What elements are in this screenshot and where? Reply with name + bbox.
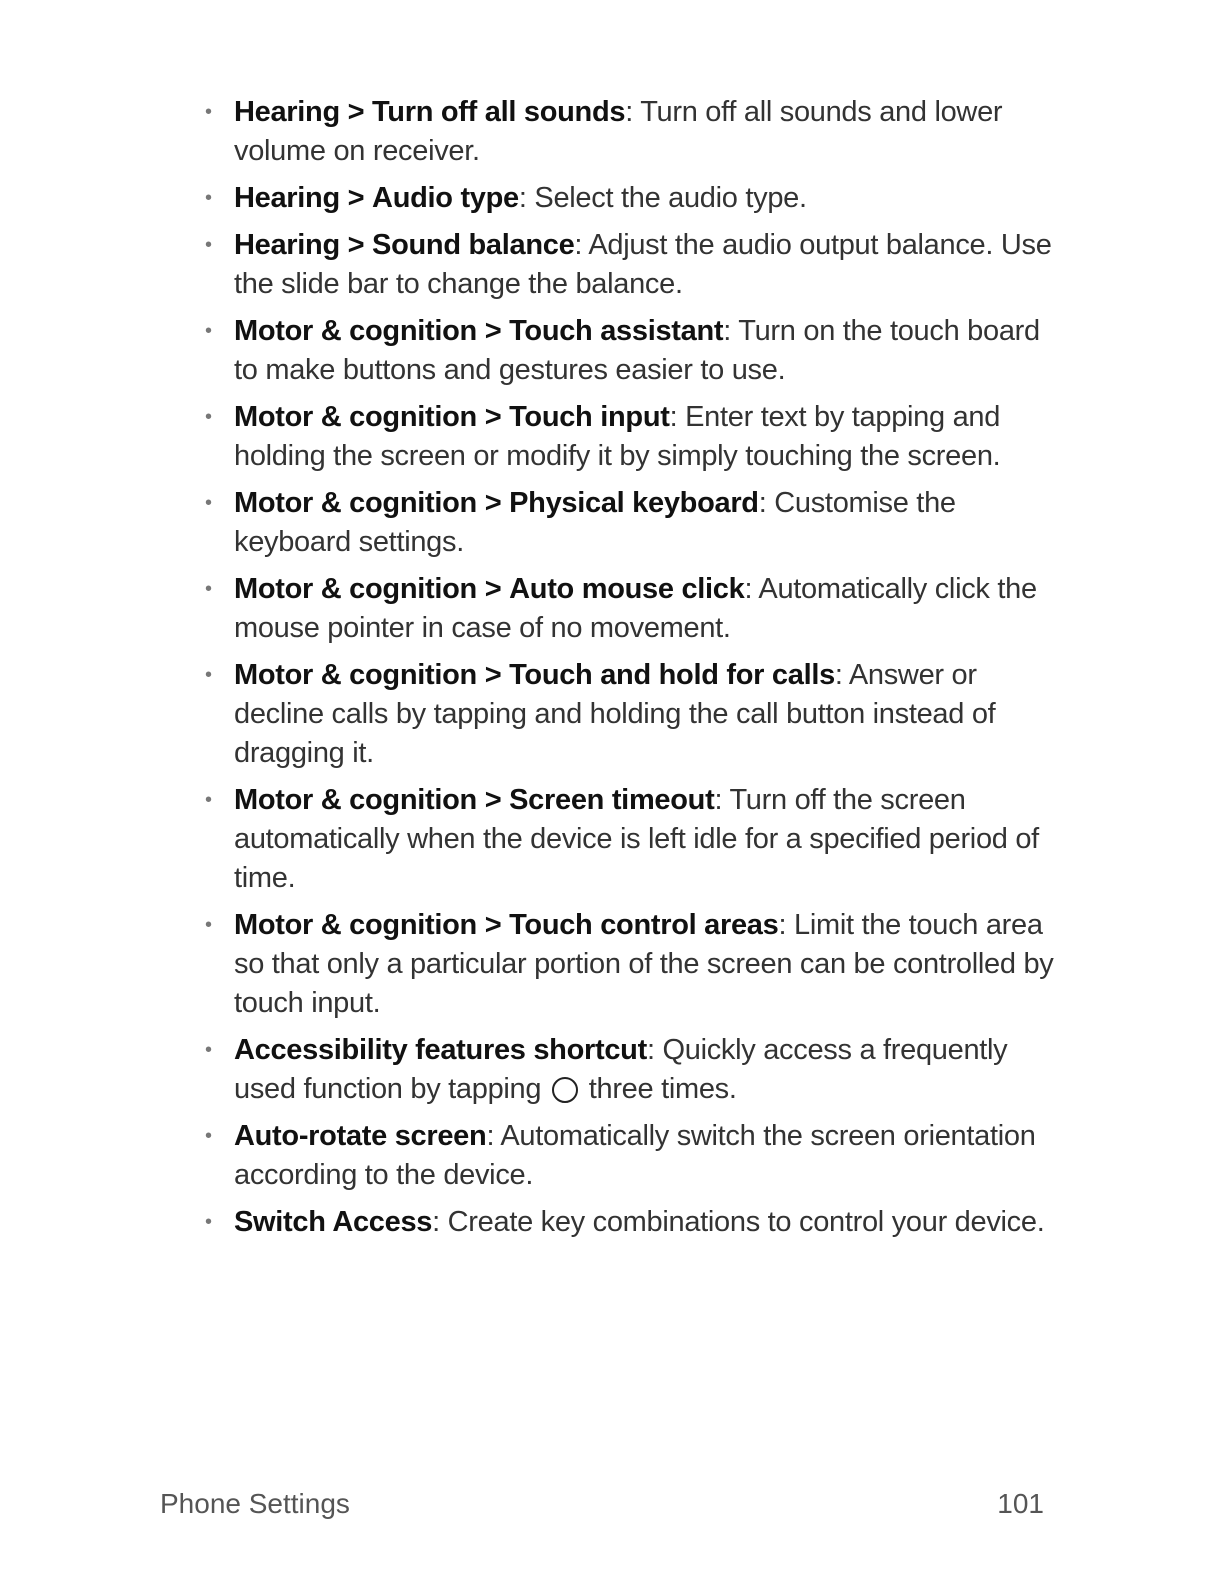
item-description: Limit the touch area so that only a particular portion of the screen can be controlled by touch input.: [234, 909, 1054, 1019]
menu-path-sub: Touch and hold for calls: [509, 659, 835, 691]
bullet-icon: •: [205, 406, 212, 428]
bullet-icon: •: [205, 101, 212, 123]
list-item-turn-off-all-sounds: [205, 93, 1065, 171]
path-arrow: >: [484, 401, 502, 433]
list-item-touch-input: [205, 398, 1065, 476]
menu-path-sub: Auto mouse click: [509, 573, 745, 605]
path-arrow: >: [347, 229, 365, 261]
path-arrow: >: [484, 315, 502, 347]
bullet-icon: •: [205, 492, 212, 514]
menu-path-term: Hearing: [234, 96, 340, 128]
menu-path-sub: Screen timeout: [509, 784, 715, 816]
menu-path-term: Motor & cognition: [234, 487, 477, 519]
item-description: Automatically click the mouse pointer in case of no movement.: [234, 573, 1037, 644]
bullet-icon: •: [205, 914, 212, 936]
bullet-icon: •: [205, 1125, 212, 1147]
menu-path-term: Switch Access: [234, 1206, 433, 1238]
item-description: Select the audio type.: [534, 182, 807, 214]
menu-path-sub: Touch input: [509, 401, 670, 433]
path-arrow: >: [484, 909, 502, 941]
colon: :: [714, 784, 723, 816]
item-description: Turn off the screen automatically when the device is left idle for a specified period of time.: [234, 784, 1039, 894]
bullet-icon: •: [205, 320, 212, 342]
bullet-icon: •: [205, 1039, 212, 1061]
colon: :: [669, 401, 678, 433]
colon: :: [625, 96, 633, 128]
colon: :: [646, 1034, 655, 1066]
menu-path-sub: Audio type: [372, 182, 519, 214]
page-number: 101: [997, 1488, 1044, 1519]
menu-path-term: Motor & cognition: [234, 659, 477, 691]
colon: :: [834, 659, 843, 691]
item-description: Turn on the touch board to make buttons and gestures easier to use.: [234, 315, 1040, 386]
list-item-auto-rotate-screen: [205, 1117, 1065, 1195]
list-item-screen-timeout: [205, 781, 1065, 898]
footer-section-title: Phone Settings: [160, 1488, 350, 1519]
colon: :: [778, 909, 787, 941]
list-item-sound-balance: [205, 226, 1065, 304]
path-arrow: >: [484, 659, 502, 691]
home-button-icon: [552, 1077, 578, 1103]
menu-path-sub: Physical keyboard: [509, 487, 759, 519]
menu-path-term: Hearing: [234, 182, 340, 214]
item-description: Answer or decline calls by tapping and holding the call button instead of dragging it.: [234, 659, 996, 769]
list-item-touch-assistant: [205, 312, 1065, 390]
colon: :: [432, 1206, 440, 1238]
item-description: Adjust the audio output balance. Use the slide bar to change the balance.: [234, 229, 1052, 300]
colon: :: [574, 229, 583, 261]
menu-path-sub: Turn off all sounds: [372, 96, 626, 128]
menu-path-sub: Sound balance: [372, 229, 575, 261]
path-arrow: >: [484, 573, 502, 605]
item-description: Create key combinations to control your device.: [447, 1206, 1045, 1238]
menu-path-term: Auto-rotate screen: [234, 1120, 487, 1152]
menu-path-term: Motor & cognition: [234, 909, 477, 941]
list-item-touch-and-hold-for-calls: [205, 656, 1065, 773]
page-content: [205, 93, 1065, 1250]
menu-path-sub: Touch assistant: [509, 315, 724, 347]
colon: :: [486, 1120, 495, 1152]
bullet-icon: •: [205, 1211, 212, 1233]
list-item-physical-keyboard: [205, 484, 1065, 562]
bullet-icon: •: [205, 664, 212, 686]
menu-path-sub: Touch control areas: [509, 909, 779, 941]
menu-path-term: Motor & cognition: [234, 573, 477, 605]
list-item-switch-access: [205, 1203, 1065, 1242]
path-arrow: >: [347, 96, 365, 128]
path-arrow: >: [347, 182, 365, 214]
menu-path-term: Motor & cognition: [234, 315, 477, 347]
path-arrow: >: [484, 784, 502, 816]
bullet-icon: •: [205, 187, 212, 209]
list-item-touch-control-areas: [205, 906, 1065, 1023]
colon: :: [758, 487, 767, 519]
item-description: Customise the keyboard settings.: [234, 487, 956, 558]
item-description: Automatically switch the screen orientation according to the device.: [234, 1120, 1036, 1191]
item-description: Turn off all sounds and lower volume on receiver.: [234, 96, 1003, 167]
colon: :: [518, 182, 527, 214]
menu-path-term: Motor & cognition: [234, 401, 477, 433]
colon: :: [744, 573, 753, 605]
list-item-audio-type: [205, 179, 1065, 218]
bullet-icon: •: [205, 234, 212, 256]
menu-path-term: Hearing: [234, 229, 340, 261]
list-item-accessibility-shortcut: [205, 1031, 1065, 1109]
bullet-icon: •: [205, 578, 212, 600]
menu-path-term: Motor & cognition: [234, 784, 477, 816]
item-description: Enter text by tapping and holding the screen or modify it by simply touching the screen.: [234, 401, 1001, 472]
bullet-icon: •: [205, 789, 212, 811]
item-description: Quickly access a frequently used function by tapping: [234, 1034, 1008, 1105]
list-item-auto-mouse-click: [205, 570, 1065, 648]
menu-path-term: Accessibility features shortcut: [234, 1034, 647, 1066]
path-arrow: >: [484, 487, 502, 519]
item-description-end: three times.: [588, 1073, 737, 1105]
colon: :: [723, 315, 732, 347]
settings-list: [205, 93, 1065, 1242]
